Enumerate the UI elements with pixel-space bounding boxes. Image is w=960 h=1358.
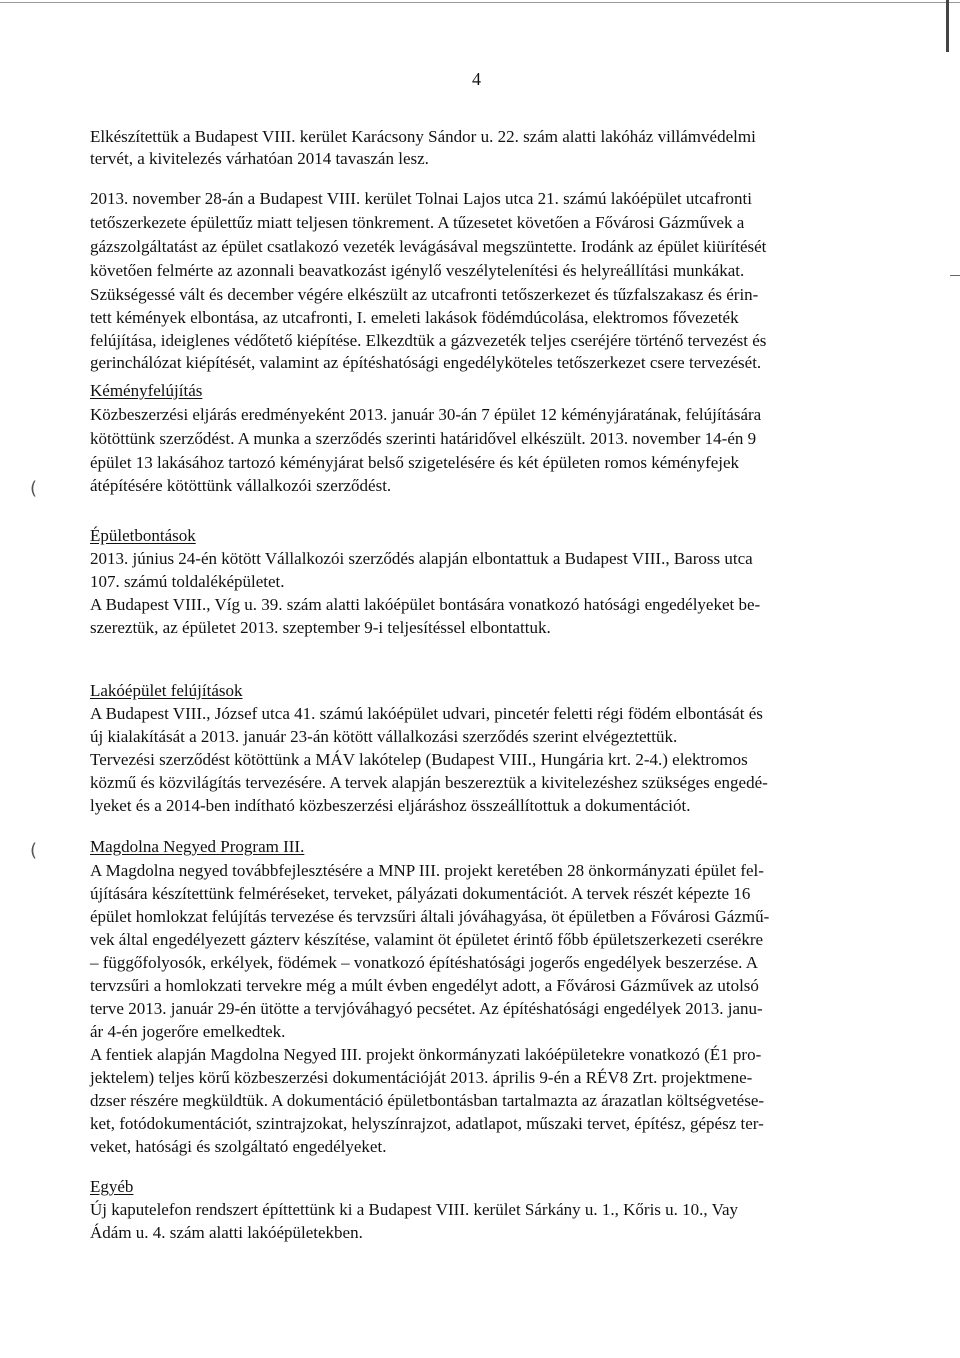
scan-edge-top — [0, 2, 960, 3]
text-line: szereztük, az épületet 2013. szeptember 9-i teljesítéssel elbontattuk. — [90, 618, 551, 637]
margin-mark: ( — [30, 478, 38, 499]
section-heading-kemenyfelujitas: Kéményfelújítás — [90, 381, 203, 400]
text-line: jektelem) teljes körű közbeszerzési dokumentációját 2013. április 9-én a RÉV8 Zrt. projektmene- — [90, 1068, 753, 1087]
margin-mark: ( — [30, 840, 38, 861]
scan-edge-right — [946, 0, 949, 52]
text-line: új kialakítását a 2013. január 23-án kötött vállalkozási szerződés szerint elvégeztettük. — [90, 727, 678, 746]
text-line: 2013. június 24-én kötött Vállalkozói szerződés alapján elbontattuk a Budapest VIII., Baross utca — [90, 549, 753, 568]
text-line: dzser részére megküldtük. A dokumentáció épületbontásban tartalmazta az árazatlan költségvetése- — [90, 1091, 765, 1110]
text-line: A Magdolna negyed továbbfejlesztésére a MNP III. projekt keretében 28 önkormányzati épület fel- — [90, 861, 764, 880]
scan-mark-right — [950, 275, 960, 276]
text-line: 107. számú toldaléképületet. — [90, 572, 285, 591]
text-line: közmű és közvilágítás tervezésére. A tervek alapján beszereztük a kivitelezéshez szükséges engedé- — [90, 773, 768, 792]
page-number: 4 — [472, 69, 481, 89]
section-heading-magdolna-negyed: Magdolna Negyed Program III. — [90, 837, 305, 856]
text-line: felújítása, ideiglenes védőtető kiépítése. Elkezdtük a gázvezeték teljes cseréjére történő tervezést és — [90, 331, 767, 350]
text-line: követően felmérte az azonnali beavatkozást igénylő veszélytelenítési és helyreállítási munkákat. — [90, 261, 745, 280]
section-heading-epuletbontasok: Épületbontások — [90, 526, 196, 545]
text-line: tervzsűri a homlokzati tervekre még a múlt évben engedélyt adott, a Fővárosi Gázművek az utolsó — [90, 976, 759, 995]
text-line: Elkészítettük a Budapest VIII. kerület Karácsony Sándor u. 22. szám alatti lakóház villámvédelmi — [90, 127, 756, 146]
text-line: tervét, a kivitelezés várhatóan 2014 tavaszán lesz. — [90, 149, 429, 168]
text-line: terve 2013. január 29-én ütötte a tervjóváhagyó pecsétet. Az építéshatósági engedélyek 2013. janu- — [90, 999, 763, 1018]
text-line: gázszolgáltatást az épület csatlakozó vezeték levágásával megszüntette. Irodánk az épület kiürítését — [90, 237, 767, 256]
text-line: Új kaputelefon rendszert építtettünk ki a Budapest VIII. kerület Sárkány u. 1., Kőris u. 10., Vay — [90, 1200, 739, 1219]
text-line: – függőfolyosók, erkélyek, födémek – vonatkozó építéshatósági jogerős engedélyek beszerzése. A — [90, 953, 758, 972]
text-line: Ádám u. 4. szám alatti lakóépületekben. — [90, 1223, 363, 1242]
text-line: épület 13 lakásához tartozó kéményjárat belső szigetelésére és két épületen romos kéményfejek — [90, 453, 740, 472]
text-line: kötöttünk szerződést. A munka a szerződés szerinti határidővel elkészült. 2013. november 14-én 9 — [90, 429, 757, 448]
text-line: gerinchálózat kiépítését, valamint az építéshatósági engedélyköteles tetőszerkezet csere tervezését. — [90, 353, 762, 372]
text-line: tetőszerkezete épülettűz miatt teljesen tönkrement. A tűzesetet követően a Fővárosi Gázművek a — [90, 213, 745, 232]
text-line: A Budapest VIII., József utca 41. számú lakóépület udvari, pincetér feletti régi födém elbontását és — [90, 704, 763, 723]
text-line: tett kémények elbontása, az utcafronti, I. emeleti lakások födémdúcolása, elektromos fővezeték — [90, 308, 739, 327]
text-line: 2013. november 28-án a Budapest VIII. kerület Tolnai Lajos utca 21. számú lakóépület utcafronti — [90, 189, 752, 208]
text-line: Szükségessé vált és december végére elkészült az utcafronti tetőszerkezet és tűzfalszakasz és érin- — [90, 285, 759, 304]
text-line: lyeket és a 2014-ben indítható közbeszerzési eljáráshoz összeállítottuk a dokumentációt. — [90, 796, 691, 815]
text-line: Közbeszerzési eljárás eredményeként 2013. január 30-án 7 épület 12 kéményjáratának, felújítására — [90, 405, 762, 424]
text-line: A Budapest VIII., Víg u. 39. szám alatti lakóépület bontására vonatkozó hatósági engedélyeket be- — [90, 595, 761, 614]
text-line: vek által engedélyezett gázterv készítése, valamint öt épületet érintő főbb épületszerkezeti cserékre — [90, 930, 764, 949]
text-line: átépítésére kötöttünk vállalkozói szerződést. — [90, 476, 392, 495]
text-line: ket, fotódokumentációt, szintrajzokat, helyszínrajzot, adatlapot, műszaki tervet, építész, gépész ter- — [90, 1114, 764, 1133]
text-line: veket, hatósági és szolgáltató engedélyeket. — [90, 1137, 387, 1156]
text-line: ár 4-én jogerőre emelkedtek. — [90, 1022, 286, 1041]
text-line: épület homlokzat felújítás tervezése és tervzsűri általi jóváhagyása, öt épületben a Fővárosi Gázmű- — [90, 907, 770, 926]
section-heading-egyeb: Egyéb — [90, 1177, 134, 1196]
text-line: újítására készítettünk felméréseket, terveket, pályázati dokumentációt. A tervek részét képezte 16 — [90, 884, 751, 903]
text-line: A fentiek alapján Magdolna Negyed III. projekt önkormányzati lakóépületekre vonatkozó (É1 pro- — [90, 1045, 762, 1064]
text-line: Tervezési szerződést kötöttünk a MÁV lakótelep (Budapest VIII., Hungária krt. 2-4.) elektromos — [90, 750, 748, 769]
section-heading-lakoepulet-felujitasok: Lakóépület felújítások — [90, 681, 243, 700]
